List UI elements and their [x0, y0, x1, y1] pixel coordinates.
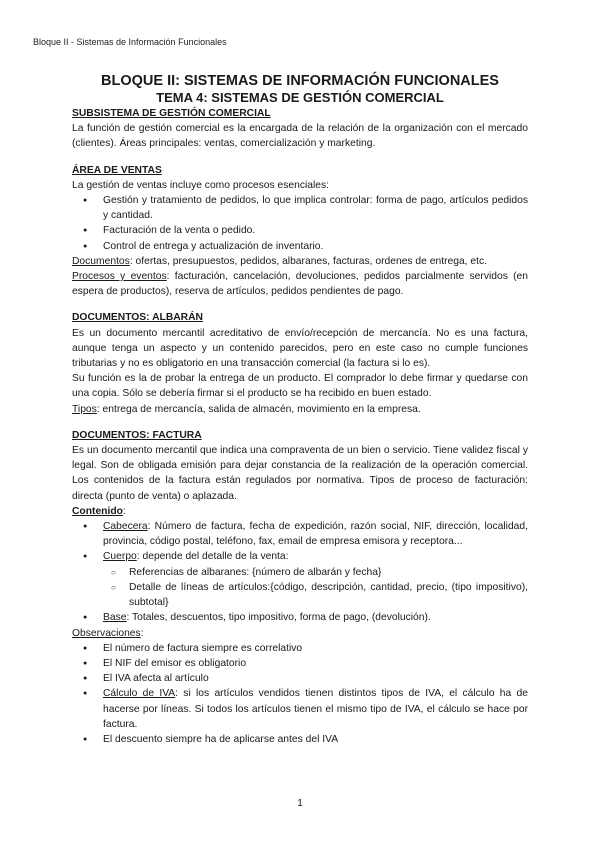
list-item-cabecera: [103, 519, 528, 549]
contenido-label: Contenido: [72, 505, 123, 517]
document-title: BLOQUE II: SISTEMAS DE INFORMACIÓN FUNCIONALES: [101, 73, 499, 89]
list-item-calculo-iva: [103, 686, 528, 732]
calculo-iva-label: Cálculo de IVA: [103, 688, 176, 700]
contenido-colon: :: [122, 505, 126, 517]
document-body: [72, 73, 528, 747]
procesos-label: Procesos y eventos: [72, 271, 167, 283]
paragraph-albaran-1: Es un documento mercantil acreditativo de envío/recepción de mercancía. No es una factura, aunque tenga un aspecto y un contenido parecidos, pero en este caso no cumple funciones tributarias y no es obligatorio en una transacción comercial (la factura si lo es).: [72, 327, 528, 370]
paragraph-observaciones: [72, 626, 528, 641]
section-heading-factura: DOCUMENTOS: FACTURA: [72, 429, 202, 441]
cabecera-text: : Número de factura, fecha de expedición, razón social, NIF, dirección, localidad, provincia, código postal, teléfono, fax, email de empresa emisora y receptora...: [103, 521, 528, 548]
list-item: ○ Referencias de albaranes: {número de albarán y fecha}: [129, 565, 528, 580]
observaciones-label: Observaciones: [72, 627, 141, 639]
document-subtitle: TEMA 4: SISTEMAS DE GESTIÓN COMERCIAL: [156, 90, 444, 105]
list-item: ● El NIF del emisor es obligatorio: [103, 656, 528, 671]
cuerpo-sub-list: [103, 565, 528, 611]
documentos-text: : ofertas, presupuestos, pedidos, albaranes, facturas, ordenes de entrega, etc.: [129, 255, 487, 267]
documentos-label: Documentos: [72, 255, 130, 267]
tipos-label: Tipos: [72, 403, 97, 415]
list-item: ● El IVA afecta al artículo: [103, 671, 528, 686]
paragraph-contenido: [72, 504, 528, 519]
paragraph-factura-1: Es un documento mercantil que indica una compraventa de un bien o servicio. Tiene validez fiscal y legal. Son de obligada emisión para dejar constancia de la realización de la operación comercial. Los contenidos de la factura están regulados por normativa. Tipos de proceso de facturación: directa (punto de venta) o aplazada.: [72, 445, 528, 502]
list-item-cuerpo: [103, 549, 528, 610]
paragraph-documentos: [72, 254, 528, 269]
paragraph-tipos: [72, 402, 528, 417]
list-item: ● Facturación de la venta o pedido.: [103, 223, 528, 238]
ventas-bullet-list: [72, 193, 528, 254]
base-label: Base: [103, 612, 127, 624]
cabecera-label: Cabecera: [103, 521, 148, 533]
section-heading-area-ventas: ÁREA DE VENTAS: [72, 164, 162, 176]
list-item-base: [103, 610, 528, 625]
paragraph-procesos: [72, 269, 528, 299]
section-heading-subsistema: SUBSISTEMA DE GESTIÓN COMERCIAL: [72, 108, 271, 119]
list-item: ○ Detalle de líneas de artículos:{código, descripción, cantidad, precio, (tipo impositivo), subtotal}: [129, 580, 528, 610]
running-header: Bloque II - Sistemas de Información Funcionales: [33, 37, 227, 47]
list-item: ● Control de entrega y actualización de inventario.: [103, 239, 528, 254]
list-item: ● El número de factura siempre es correlativo: [103, 641, 528, 656]
base-text: : Totales, descuentos, tipo impositivo, forma de pago, (devolución).: [126, 612, 431, 624]
paragraph-gestion-comercial: La función de gestión comercial es la encargada de la relación de la organización con el mercado (clientes). Áreas principales: ventas, comercialización y marketing.: [72, 123, 528, 150]
calculo-iva-text: : si los artículos vendidos tienen distintos tipos de IVA, el cálculo ha de hacerse por líneas. Si todos los artículos tienen el mismo tipo de IVA, el cálculo se hace por factura.: [103, 688, 528, 730]
list-item: ● El descuento siempre ha de aplicarse antes del IVA: [103, 732, 528, 747]
observaciones-list: [72, 641, 528, 747]
list-item: ● Gestión y tratamiento de pedidos, lo que implica controlar: forma de pago, artículos pedidos y cantidad.: [103, 193, 528, 223]
tipos-text: : entrega de mercancía, salida de almacén, movimiento en la empresa.: [96, 403, 421, 415]
contenido-list: [72, 519, 528, 625]
paragraph-ventas-intro: La gestión de ventas incluye como procesos esenciales:: [72, 179, 329, 191]
paragraph-albaran-2: Su función es la de probar la entrega de un producto. El comprador lo debe firmar y quedarse con una copia. Sólo se debería firmar si el producto se ha recibido en buen estado.: [72, 373, 528, 400]
section-heading-albaran: DOCUMENTOS: ALBARÁN: [72, 312, 203, 324]
cuerpo-text: : depende del detalle de la venta:: [136, 551, 289, 563]
procesos-text: : facturación, cancelación, devoluciones, pedidos parcialmente servidos (en espera de productos), reserva de artículos, pedidos pendientes de pago.: [72, 271, 528, 298]
page-number: 1: [297, 798, 303, 809]
observaciones-colon: :: [140, 627, 144, 639]
cuerpo-label: Cuerpo: [103, 551, 137, 563]
